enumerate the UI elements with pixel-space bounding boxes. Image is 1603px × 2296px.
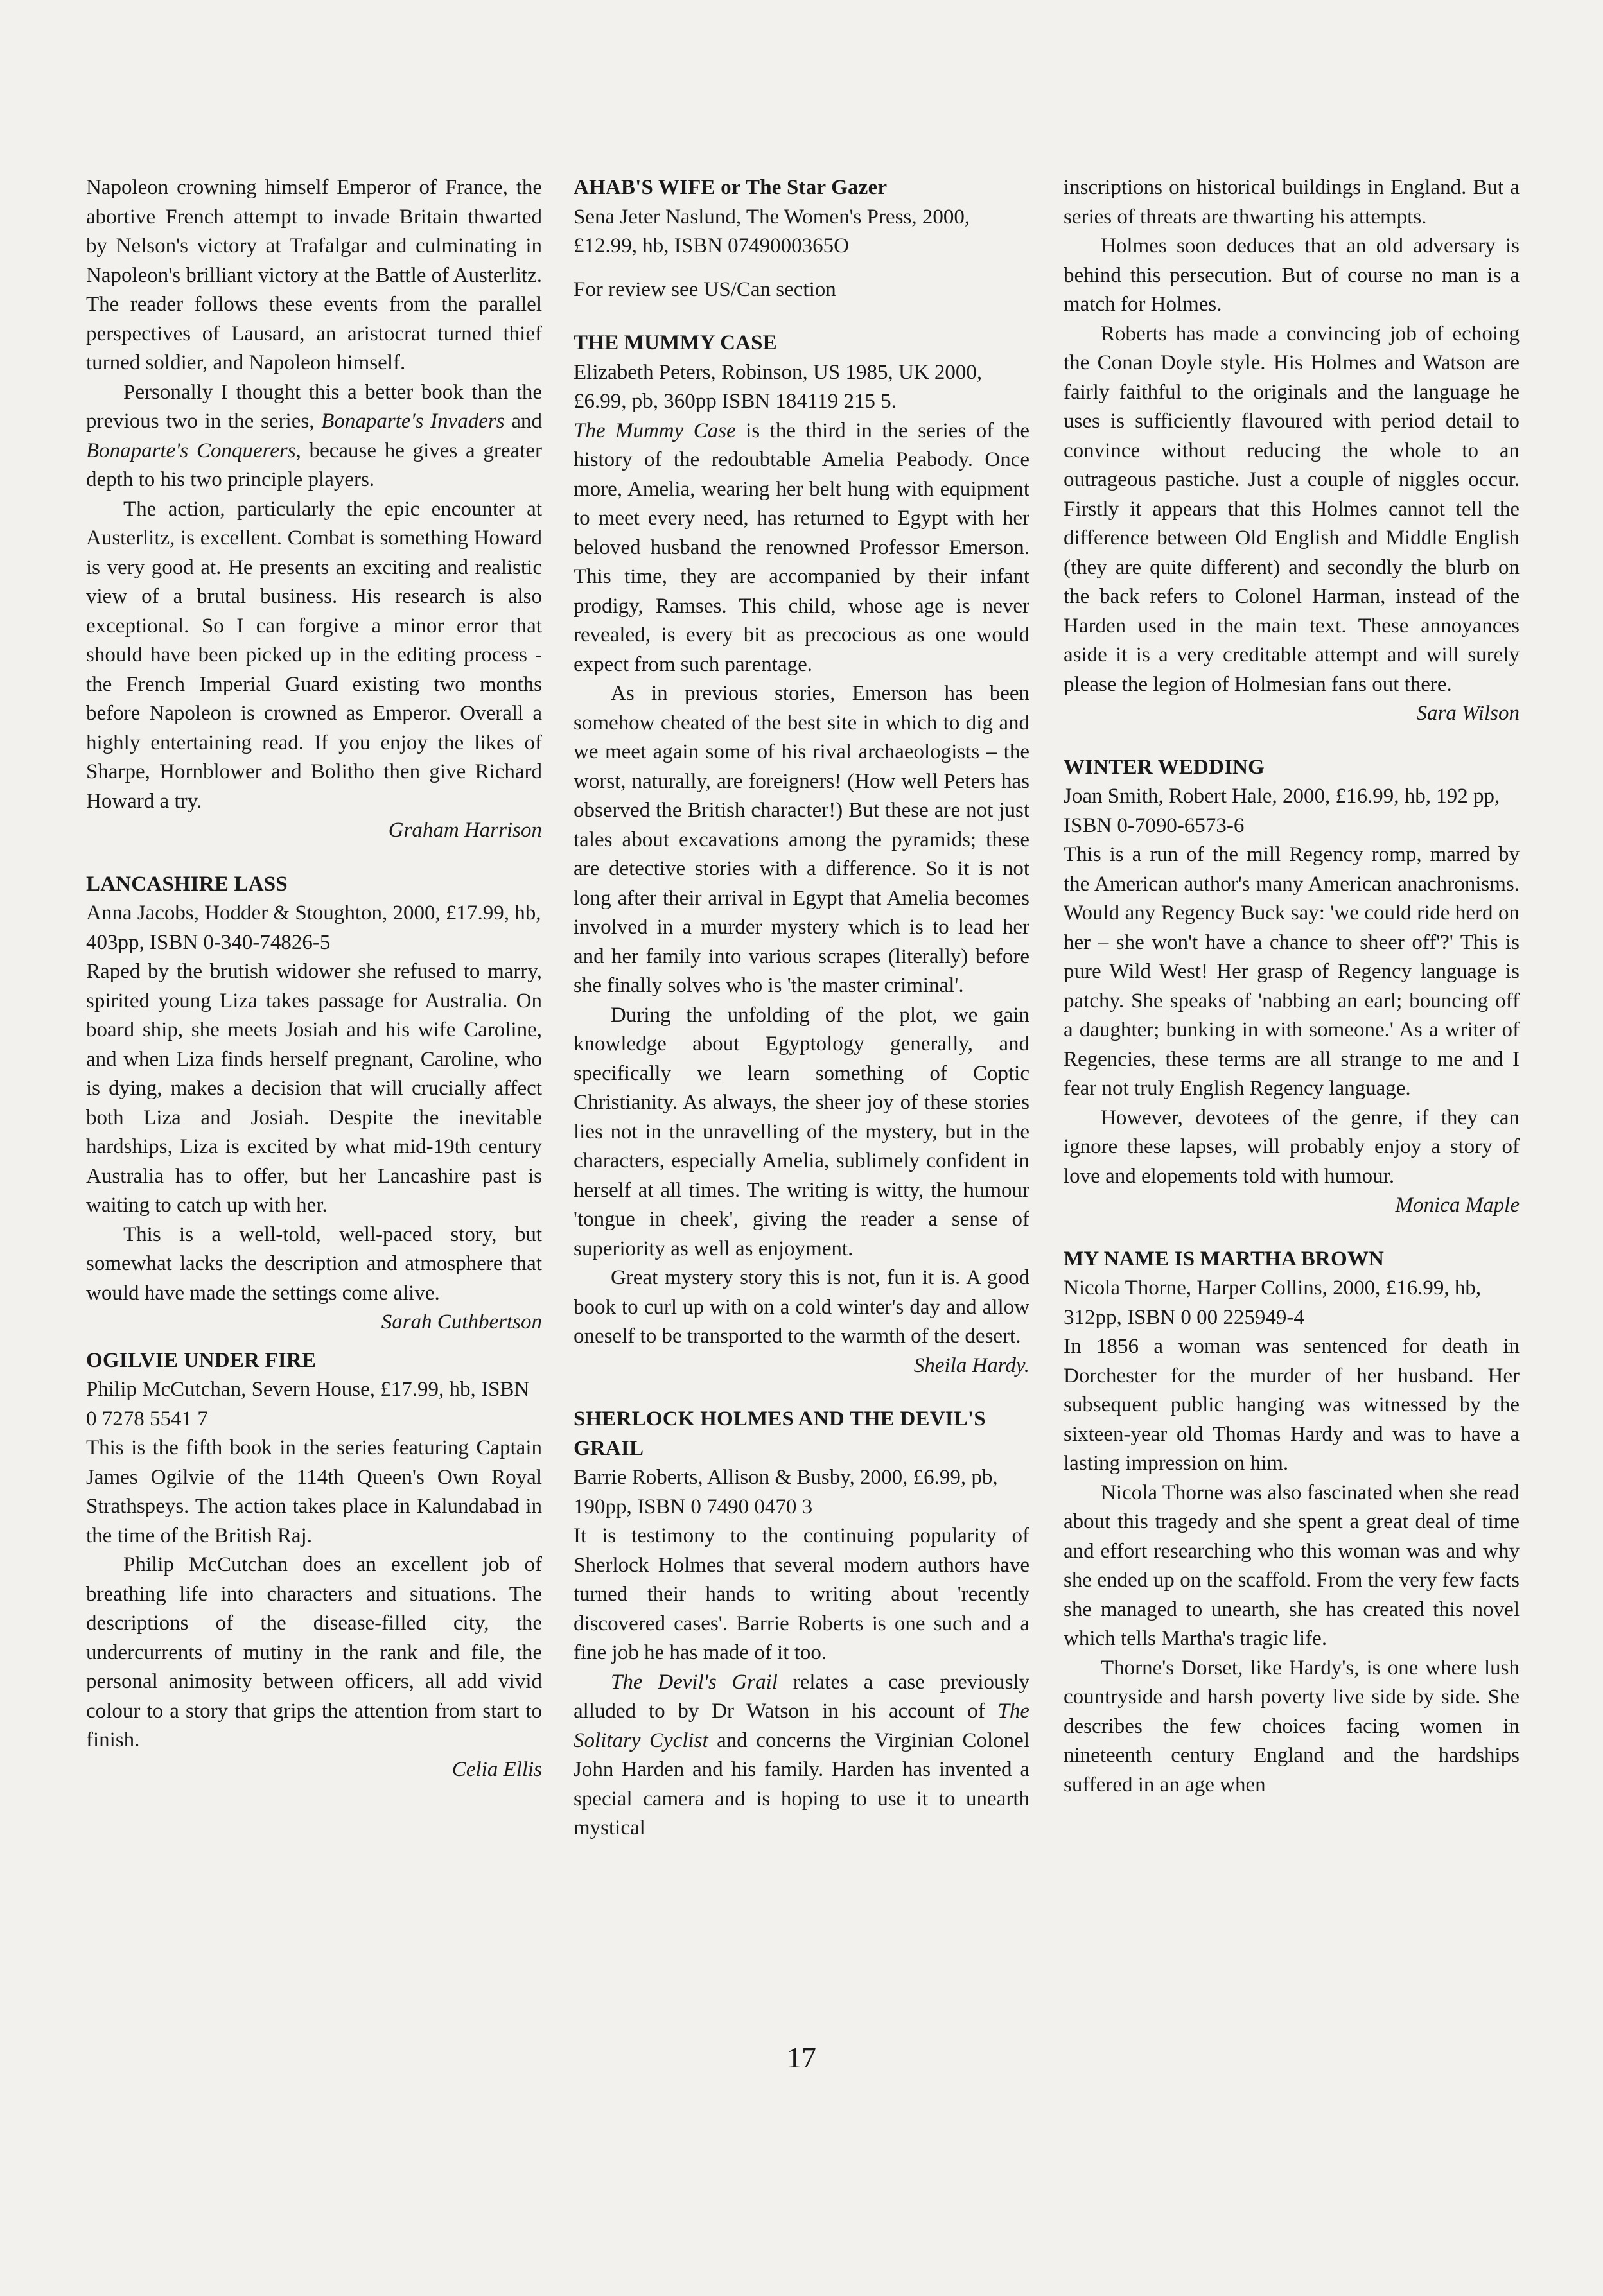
review-paragraph: During the unfolding of the plot, we gain knowledge about Egyptology generally, and specifically we learn something of Coptic Christianity. As always, the sheer joy of these stories lies not in the unravelling of the mystery, but in the characters, especially Amelia, sublimely confident in herself at all times. The writing is witty, the humour 'tongue in cheek', giving the reader a sense of superiority as well as enjoyment. xyxy=(574,1003,1029,1260)
review-paragraph xyxy=(574,417,1029,680)
review-paragraph: Nicola Thorne was also fascinated when she read about this tragedy and she spent a great deal of time and effort researching who this woman was and why she ended up on the scaffold. From the very few facts she managed to unearth, she has created this novel which tells Martha's tragic life. xyxy=(1064,1481,1520,1650)
review-paragraph: Thorne's Dorset, like Hardy's, is one where lush countryside and harsh poverty live side by side. She describes the few choices facing women in nineteenth century England and the hardships suffered in an age when xyxy=(1064,1656,1520,1796)
column-right xyxy=(1064,173,1520,1800)
reviewer-signature: Sheila Hardy. xyxy=(913,1353,1029,1377)
reviewer-signature: Sarah Cuthbertson xyxy=(381,1310,542,1334)
column-left xyxy=(86,173,542,1784)
paragraph-text: and concerns the Virginian Colonel John Harden and his family. Harden has invented a special camera and is hoping to use it to unearth mystical xyxy=(574,1728,1029,1839)
review-heading: WINTER WEDDING xyxy=(1064,755,1265,779)
column-middle xyxy=(574,173,1029,1843)
paragraph-text: relates a case previously alluded to by Dr Watson in his account of xyxy=(574,1670,1030,1723)
review-paragraph: inscriptions on historical buildings in England. But a series of threats are thwarting his attempts. xyxy=(1064,176,1520,229)
review-heading: AHAB'S WIFE or The Star Gazer xyxy=(574,176,888,199)
book-details: Sena Jeter Naslund, The Women's Press, 2000, £12.99, hb, ISBN 0749000365O xyxy=(574,205,970,257)
review-heading: MY NAME IS MARTHA BROWN xyxy=(1064,1247,1385,1271)
review-paragraph: This is a run of the mill Regency romp, marred by the American author's many American anachronisms. Would any Regency Buck say: 'we could ride herd on her – she won't have a chance to sheer off'?' This is pure Wild West! Her grasp of Regency language is patchy. She speaks of 'nabbing an earl; bouncing off a daughter; bunking in with someone.' As a writer of Regencies, these terms are all strange to me and I fear not truly English Regency language. xyxy=(1064,843,1520,1100)
review-paragraph: This is the fifth book in the series featuring Captain James Ogilvie of the 114th Queen's Own Royal Strathspeys. The action takes place in Kalundabad in the time of the British Raj. xyxy=(86,1436,542,1547)
review-paragraph: This is a well-told, well-paced story, but somewhat lacks the description and atmosphere that would have made the settings come alive. xyxy=(86,1222,542,1305)
paragraph-text: and xyxy=(504,410,542,433)
review-heading: LANCASHIRE LASS xyxy=(86,872,288,896)
review-paragraph: However, devotees of the genre, if they can ignore these lapses, will probably enjoy a story of love and elopements told with humour. xyxy=(1064,1106,1520,1188)
book-details: Joan Smith, Robert Hale, 2000, £16.99, hb, 192 pp, ISBN 0-7090-6573-6 xyxy=(1064,785,1500,837)
review-paragraph xyxy=(574,1668,1029,1843)
review-paragraph: The action, particularly the epic encounter at Austerlitz, is excellent. Combat is something Howard is very good at. He presents an exciting and realistic view of a brutal business. His research is also exceptional. So I can forgive a minor error that should have been picked up in the editing process - the French Imperial Guard existing two months before Napoleon is crowned as Emperor. Overall a highly entertaining read. If you enjoy the likes of Sharpe, Hornblower and Bolitho then give Richard Howard a try. xyxy=(86,497,542,813)
review-paragraph: Philip McCutchan does an excellent job of breathing life into characters and situations. The descriptions of the disease-filled city, the undercurrents of mutiny in the rank and file, the personal animosity between officers, all add vivid colour to a story that grips the attention from start to finish. xyxy=(86,1553,542,1752)
book-title-ref: The Devil's Grail xyxy=(611,1670,778,1694)
review-paragraph: Great mystery story this is not, fun it is. A good book to curl up with on a cold winter's day and allow oneself to be transported to the warmth of the desert. xyxy=(574,1266,1029,1348)
review-paragraph: As in previous stories, Emerson has been somehow cheated of the best site in which to dig and we meet again some of his rival archaeologists – the worst, naturally, are foreigners! (How well Peters has observed the British character!) But these are not just tales about excavations among the pyramids; these are detective stories with a difference. So it is not long after their arrival in Egypt that Amelia becomes involved in a murder mystery which is to lead her and her family into various scrapes (literally) before she finally solves who is 'the master criminal'. xyxy=(574,682,1029,997)
review-paragraph: Raped by the brutish widower she refused to marry, spirited young Liza takes passage for Australia. On board ship, she meets Josiah and his wife Caroline, and when Liza finds herself pregnant, Caroline, who is dying, makes a decision that will crucially affect both Liza and Josiah. Despite the inevitable hardships, Liza is excited by what mid-19th century Australia has to offer, but her Lancashire past is waiting to catch up with her. xyxy=(86,960,542,1217)
review-paragraph: In 1856 a woman was sentenced for death in Dorchester for the murder of her husband. Her subsequent public hanging was witnessed by the sixteen-year old Thomas Hardy and was to have a lasting impression on him. xyxy=(1064,1335,1520,1475)
review-heading: OGILVIE UNDER FIRE xyxy=(86,1348,317,1372)
book-title-ref: Bonaparte's Conquerers xyxy=(86,439,296,462)
book-details: Nicola Thorne, Harper Collins, 2000, £16.99, hb, 312pp, ISBN 0 00 225949-4 xyxy=(1064,1276,1482,1329)
review-heading: THE MUMMY CASE xyxy=(574,331,777,354)
book-title-ref: The Mummy Case xyxy=(574,419,736,442)
review-heading: SHERLOCK HOLMES AND THE DEVIL'S GRAIL xyxy=(574,1407,986,1460)
review-paragraph: Napoleon crowning himself Emperor of France, the abortive French attempt to invade Britain thwarted by Nelson's victory at Trafalgar and culminating in Napoleon's brilliant victory at the Battle of Austerlitz. The reader follows these events from the parallel perspectives of Lausard, an aristocrat turned thief turned soldier, and Napoleon himself. xyxy=(86,176,542,374)
book-title-ref: Bonaparte's Invaders xyxy=(321,410,505,433)
reviewer-signature: Monica Maple xyxy=(1395,1194,1520,1217)
review-paragraph: Holmes soon deduces that an old adversary is behind this persecution. But of course no man is a match for Holmes. xyxy=(1064,234,1520,316)
paragraph-text: is the third in the series of the history of the redoubtable Amelia Peabody. Once more, Amelia, wearing her belt hung with equipment to meet every need, has returned to Egypt with her beloved husband the renowned Professor Emerson. This time, they are accompanied by their infant prodigy, Ramses. This child, whose age is never revealed, is every bit as precocious as one would expect from such parentage. xyxy=(574,419,1029,676)
book-title-ref: The Solitary Cyclist xyxy=(574,1700,1029,1752)
cross-reference-note: For review see US/Can section xyxy=(574,277,836,301)
paragraph-text: , because he gives a greater depth to his two principle players. xyxy=(86,439,542,491)
reviewer-signature: Graham Harrison xyxy=(388,819,542,842)
book-details: Barrie Roberts, Allison & Busby, 2000, £6.99, pb, 190pp, ISBN 0 7490 0470 3 xyxy=(574,1466,998,1518)
review-paragraph: Roberts has made a convincing job of echoing the Conan Doyle style. His Holmes and Watson are fairly faithful to the originals and the language he uses is sufficiently flavoured with period detail to convince without reducing the whole to an outrageous pastiche. Just a couple of niggles occur. Firstly it appears that this Holmes cannot tell the difference between Old English and Middle English (they are quite different) and secondly the blurb on the back refers to Colonel Harman, instead of the Harden used in the main text. These annoyances aside it is a very creditable attempt and will surely please the legion of Holmesian fans out there. xyxy=(1064,322,1520,696)
book-details: Philip McCutchan, Severn House, £17.99, hb, ISBN 0 7278 5541 7 xyxy=(86,1378,530,1431)
reviewer-signature: Celia Ellis xyxy=(451,1757,542,1781)
review-paragraph xyxy=(86,378,542,495)
book-details: Anna Jacobs, Hodder & Stoughton, 2000, £17.99, hb, 403pp, ISBN 0-340-74826-5 xyxy=(86,901,541,954)
reviewer-signature: Sara Wilson xyxy=(1416,702,1520,725)
review-paragraph: It is testimony to the continuing popularity of Sherlock Holmes that several modern authors have turned their hands to writing about 'recently discovered cases'. Barrie Roberts is one such and a fine job he has made of it too. xyxy=(574,1524,1029,1664)
page-number: 17 xyxy=(787,2041,816,2074)
paragraph-text: Personally I thought this a better book than the previous two in the series, xyxy=(86,380,542,433)
book-details: Elizabeth Peters, Robinson, US 1985, UK 2000, £6.99, pb, 360pp ISBN 184119 215 5. xyxy=(574,360,983,413)
